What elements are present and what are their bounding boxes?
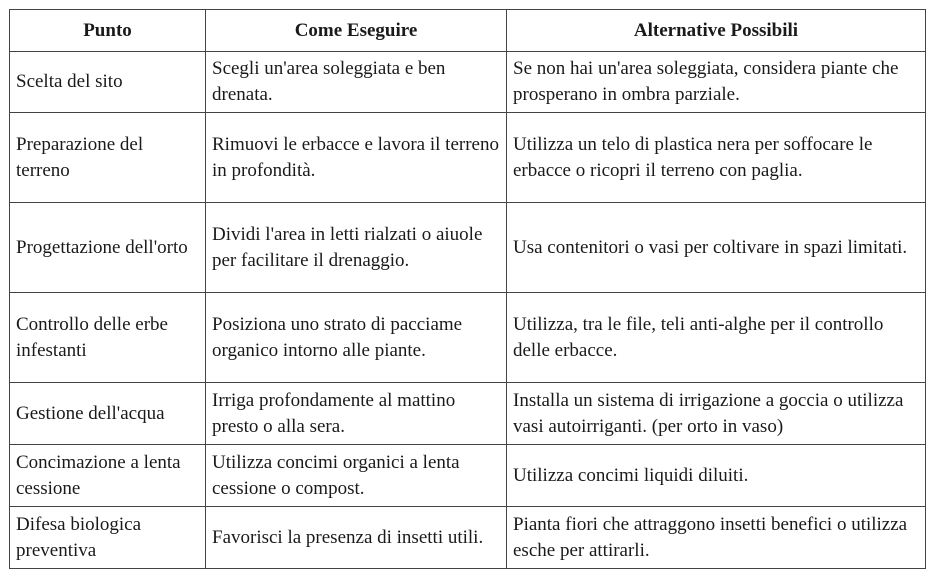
table-row bbox=[10, 383, 926, 445]
table-row bbox=[10, 507, 926, 569]
cell-punto: Difesa biologica preventiva bbox=[10, 507, 206, 569]
cell-punto: Concimazione a lenta cessione bbox=[10, 445, 206, 507]
header-alternative-possibili: Alternative Possibili bbox=[507, 10, 926, 52]
cell-punto: Controllo delle erbe infestanti bbox=[10, 293, 206, 383]
cell-alternative: Utilizza concimi liquidi diluiti. bbox=[507, 445, 926, 507]
cell-come-eseguire: Posiziona uno strato di pacciame organico intorno alle piante. bbox=[206, 293, 507, 383]
cell-punto: Gestione dell'acqua bbox=[10, 383, 206, 445]
table-row bbox=[10, 52, 926, 113]
cell-alternative: Installa un sistema di irrigazione a goccia o utilizza vasi autoirriganti. (per orto in vaso) bbox=[507, 383, 926, 445]
cell-punto: Progettazione dell'orto bbox=[10, 203, 206, 293]
cell-come-eseguire: Scegli un'area soleggiata e ben drenata. bbox=[206, 52, 507, 113]
header-come-eseguire: Come Eseguire bbox=[206, 10, 507, 52]
table-row bbox=[10, 293, 926, 383]
cell-alternative: Pianta fiori che attraggono insetti benefici o utilizza esche per attirarli. bbox=[507, 507, 926, 569]
garden-steps-table bbox=[9, 9, 926, 569]
cell-alternative: Utilizza un telo di plastica nera per soffocare le erbacce o ricopri il terreno con paglia. bbox=[507, 113, 926, 203]
cell-alternative: Se non hai un'area soleggiata, considera piante che prosperano in ombra parziale. bbox=[507, 52, 926, 113]
cell-come-eseguire: Rimuovi le erbacce e lavora il terreno in profondità. bbox=[206, 113, 507, 203]
table-row bbox=[10, 445, 926, 507]
table-row bbox=[10, 113, 926, 203]
cell-punto: Preparazione del terreno bbox=[10, 113, 206, 203]
garden-table-container bbox=[9, 9, 926, 569]
header-punto: Punto bbox=[10, 10, 206, 52]
cell-come-eseguire: Irriga profondamente al mattino presto o alla sera. bbox=[206, 383, 507, 445]
cell-punto: Scelta del sito bbox=[10, 52, 206, 113]
cell-come-eseguire: Favorisci la presenza di insetti utili. bbox=[206, 507, 507, 569]
cell-alternative: Utilizza, tra le file, teli anti-alghe per il controllo delle erbacce. bbox=[507, 293, 926, 383]
table-row bbox=[10, 203, 926, 293]
header-row bbox=[10, 10, 926, 52]
cell-alternative: Usa contenitori o vasi per coltivare in spazi limitati. bbox=[507, 203, 926, 293]
cell-come-eseguire: Utilizza concimi organici a lenta cessione o compost. bbox=[206, 445, 507, 507]
cell-come-eseguire: Dividi l'area in letti rialzati o aiuole per facilitare il drenaggio. bbox=[206, 203, 507, 293]
